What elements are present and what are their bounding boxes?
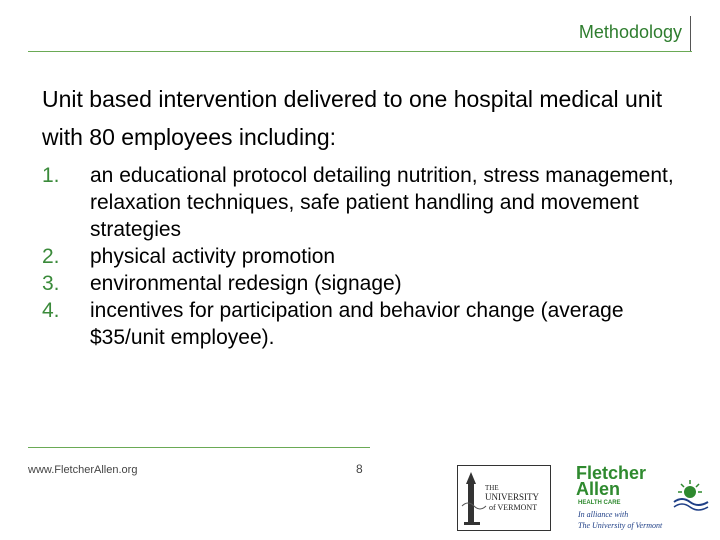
title-divider-tick [690, 16, 691, 52]
list-item [42, 162, 682, 243]
list-item [42, 270, 682, 297]
uvm-logo-text-2: UNIVERSITY [485, 492, 539, 502]
title-rule [28, 51, 692, 52]
fletcher-allen-logo [574, 462, 710, 532]
list-number: 2. [42, 245, 60, 268]
list-number: 1. [42, 164, 60, 187]
fa-name-line2: Allen [576, 479, 621, 499]
list-number: 4. [42, 299, 60, 322]
fletcher-allen-sun-icon [574, 462, 710, 532]
list-text: environmental redesign (signage) [90, 272, 402, 295]
fa-name-line3: HEALTH CARE [578, 500, 621, 506]
slide-title: Methodology [578, 22, 682, 42]
methodology-list [42, 162, 682, 351]
uvm-logo-text-3: of VERMONT [489, 503, 538, 512]
fa-tagline-1: In alliance with [578, 510, 629, 519]
list-item [42, 243, 682, 270]
list-text: physical activity promotion [90, 245, 336, 268]
fa-name-line1: Fletcher [576, 463, 647, 483]
uvm-logo-text-1: THE [485, 484, 499, 492]
list-text: incentives for participation and behavior change (average $35/unit employee). [90, 299, 624, 349]
uvm-logo [457, 465, 551, 531]
list-item [42, 297, 682, 351]
footer-url: www.FletcherAllen.org [28, 464, 138, 476]
uvm-seal-icon [458, 466, 550, 530]
list-text: an educational protocol detailing nutrition, stress management, relaxation techniques, safe patient handling and movement strategies [90, 164, 674, 241]
list-number: 3. [42, 272, 60, 295]
intro-text: Unit based intervention delivered to one hospital medical unit with 80 employees including: [42, 86, 663, 150]
page-number: 8 [356, 462, 363, 476]
fa-tagline-2: The University of Vermont [578, 521, 663, 530]
footer-rule [28, 447, 370, 448]
